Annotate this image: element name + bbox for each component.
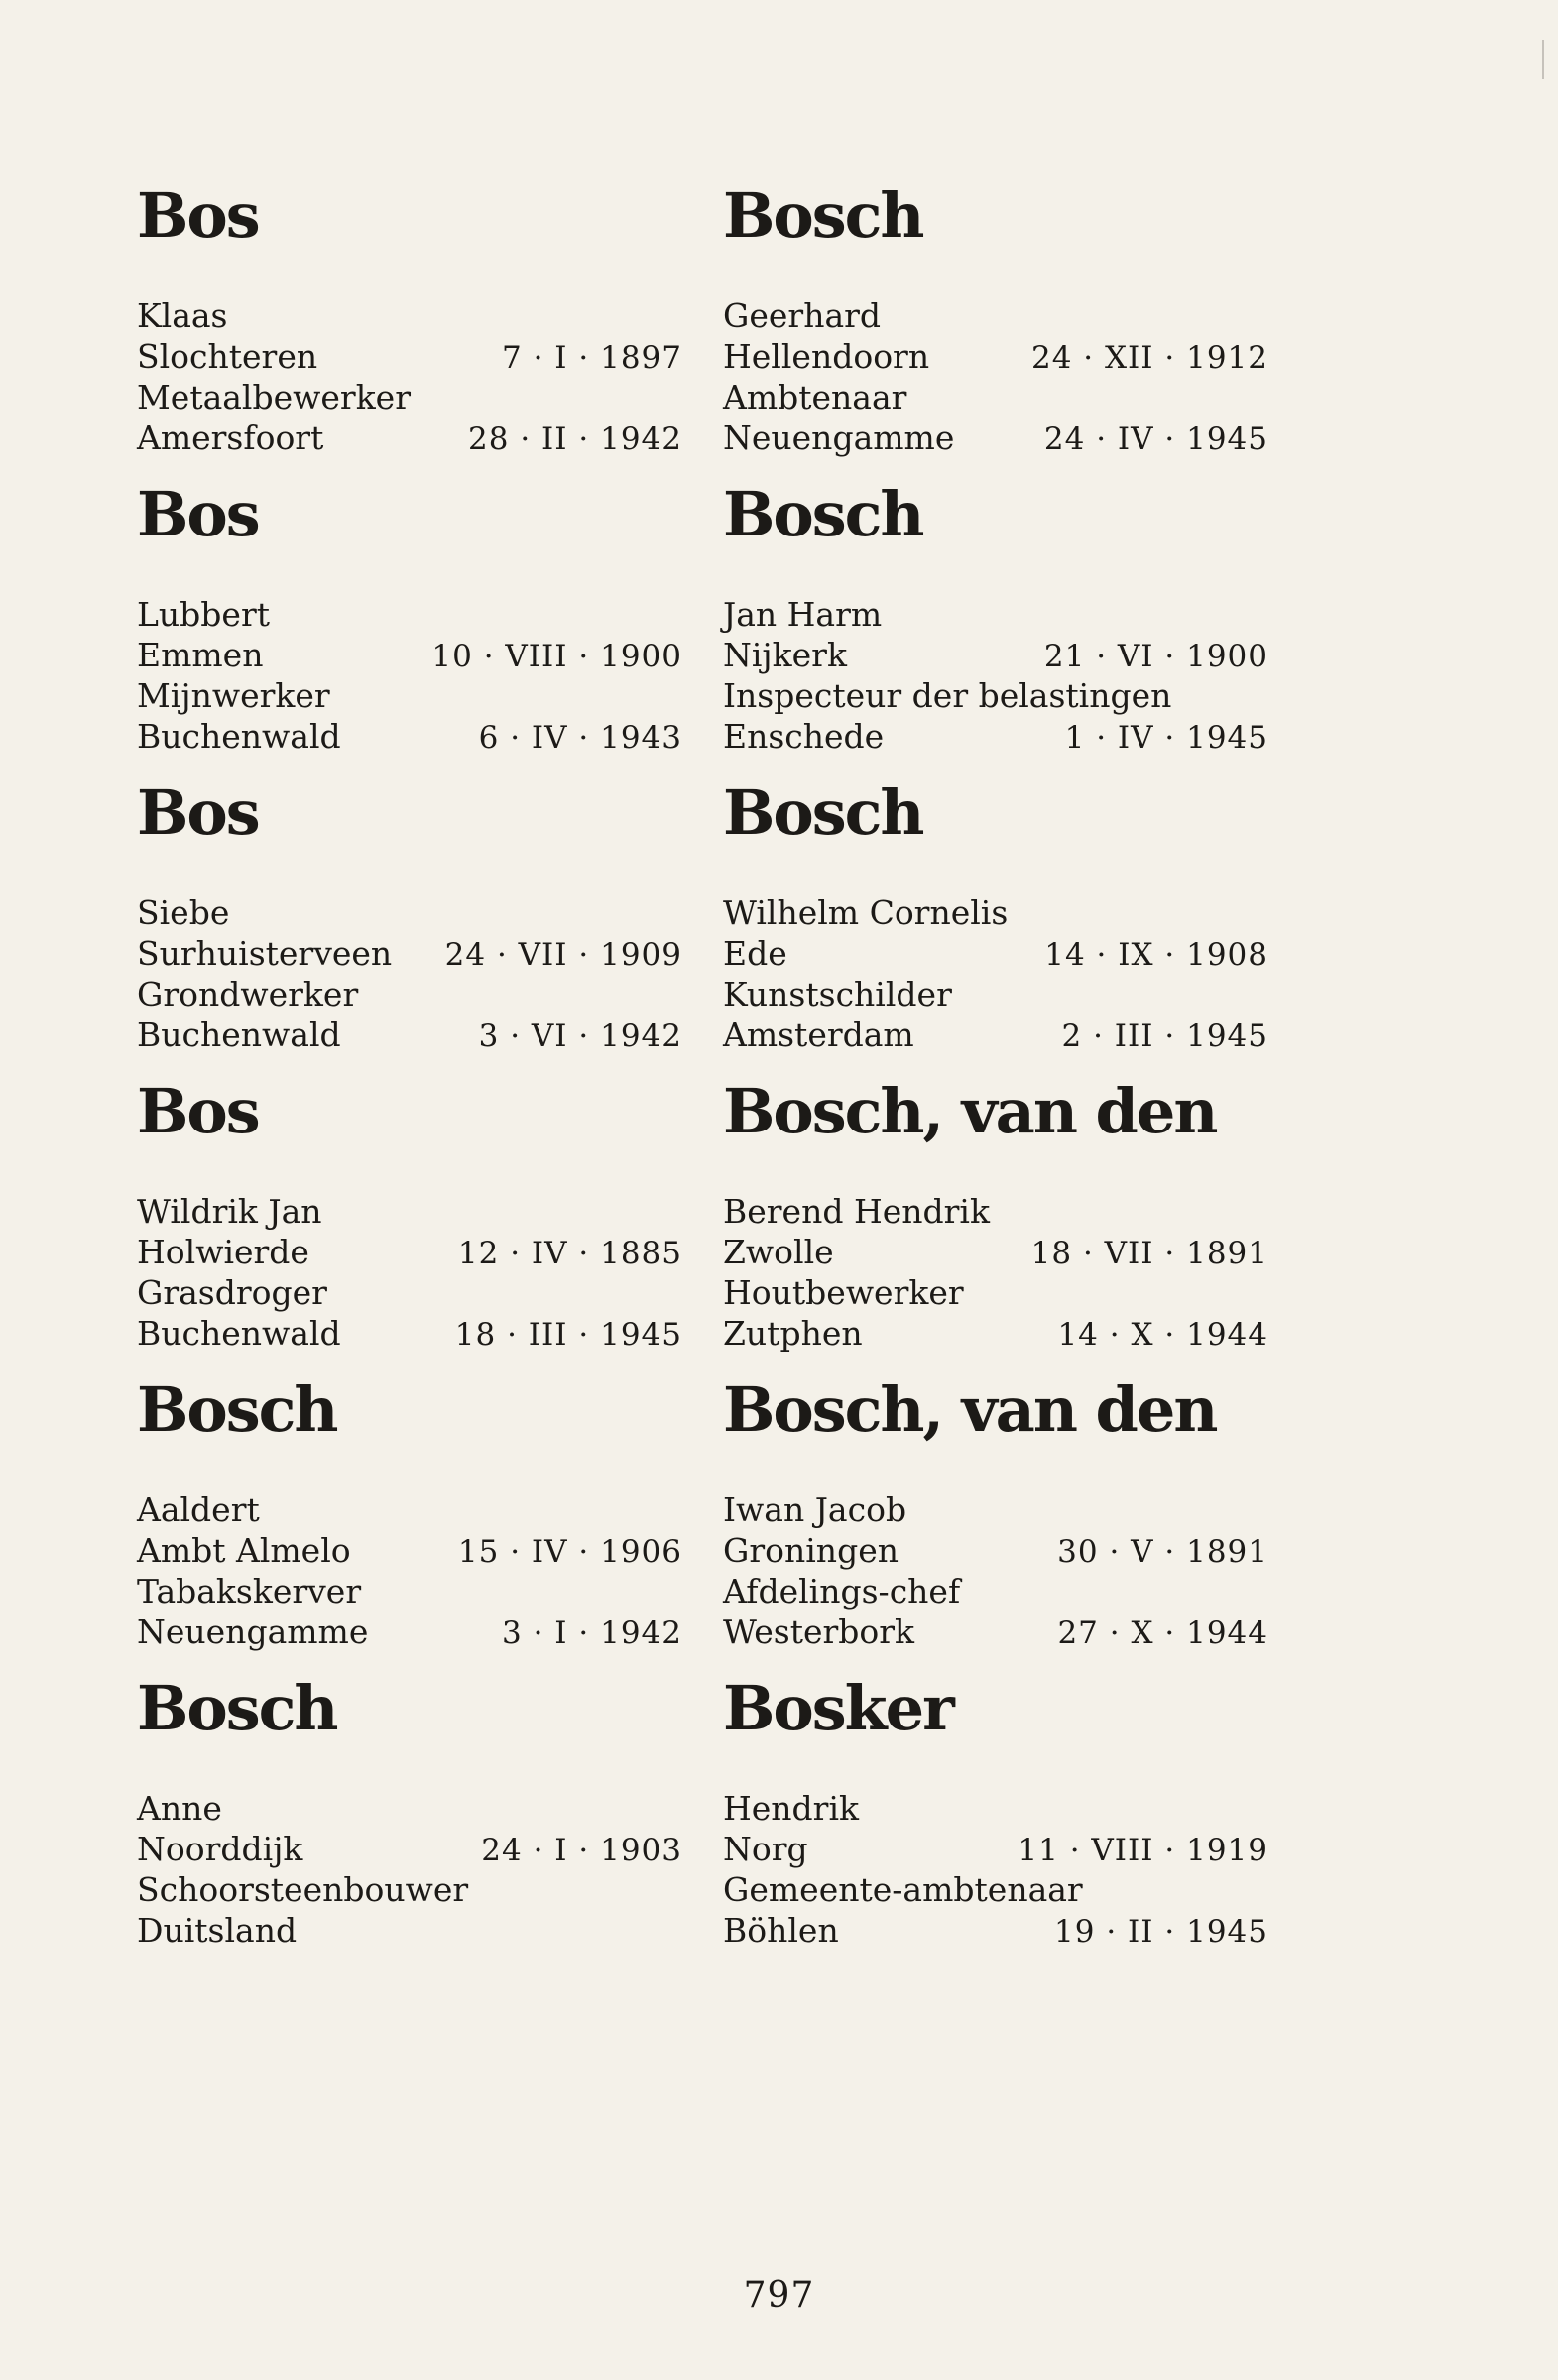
birthplace: Ede xyxy=(723,934,787,973)
first-names: Iwan Jacob xyxy=(723,1490,907,1529)
surname-heading: Bosch, van den xyxy=(723,1075,1217,1147)
birth-date: 7 · I · 1897 xyxy=(502,340,682,376)
first-names: Jan Harm xyxy=(723,595,883,634)
name-entry xyxy=(137,1372,682,1671)
place-of-death: Westerbork xyxy=(723,1612,915,1651)
place-of-death: Buchenwald xyxy=(137,717,341,756)
place-of-death: Zutphen xyxy=(723,1314,863,1353)
death-date: 3 · I · 1942 xyxy=(502,1615,682,1651)
name-entry xyxy=(137,178,682,477)
left-column xyxy=(137,178,682,1969)
name-entry xyxy=(137,477,682,775)
surname-heading: Bos xyxy=(137,776,259,849)
first-names: Klaas xyxy=(137,297,228,335)
place-of-death: Neuengamme xyxy=(723,418,955,457)
first-names: Wildrik Jan xyxy=(137,1192,322,1231)
name-entry xyxy=(723,1372,1268,1671)
first-names: Wilhelm Cornelis xyxy=(723,893,1009,932)
occupation: Grasdroger xyxy=(137,1273,327,1312)
first-names: Anne xyxy=(137,1789,222,1828)
death-date: 3 · VI · 1942 xyxy=(478,1018,682,1054)
first-names: Lubbert xyxy=(137,595,270,634)
occupation: Mijnwerker xyxy=(137,676,330,715)
birth-date: 18 · VII · 1891 xyxy=(1030,1236,1268,1271)
place-of-death: Amersfoort xyxy=(137,418,324,457)
surname-heading: Bos xyxy=(137,1075,259,1147)
occupation: Gemeente-ambtenaar xyxy=(723,1870,1083,1909)
surname-heading: Bosch xyxy=(723,179,923,252)
birthplace: Groningen xyxy=(723,1531,899,1570)
occupation: Metaalbewerker xyxy=(137,378,411,416)
death-date: 27 · X · 1944 xyxy=(1057,1615,1268,1651)
birth-date: 24 · XII · 1912 xyxy=(1030,340,1268,376)
birthplace: Hellendoorn xyxy=(723,337,930,376)
name-entry xyxy=(723,178,1268,477)
birth-date: 30 · V · 1891 xyxy=(1057,1534,1268,1570)
place-of-death: Buchenwald xyxy=(137,1314,341,1353)
name-entry xyxy=(723,1074,1268,1372)
first-names: Aaldert xyxy=(137,1490,260,1529)
right-column xyxy=(723,178,1268,1969)
death-date: 1 · IV · 1945 xyxy=(1064,720,1268,756)
death-date: 14 · X · 1944 xyxy=(1057,1317,1268,1353)
death-date: 2 · III · 1945 xyxy=(1061,1018,1268,1054)
birthplace: Slochteren xyxy=(137,337,318,376)
name-entry xyxy=(137,1074,682,1372)
birth-date: 14 · IX · 1908 xyxy=(1044,937,1268,973)
occupation: Inspecteur der belastingen xyxy=(723,676,1172,715)
birth-date: 24 · VII · 1909 xyxy=(444,937,682,973)
birth-date: 15 · IV · 1906 xyxy=(457,1534,682,1570)
birthplace: Zwolle xyxy=(723,1233,834,1271)
occupation: Ambtenaar xyxy=(723,378,907,416)
birthplace: Surhuisterveen xyxy=(137,934,393,973)
death-date: 19 · II · 1945 xyxy=(1054,1914,1268,1950)
place-of-death: Buchenwald xyxy=(137,1015,341,1054)
name-entry xyxy=(723,775,1268,1074)
death-date: 18 · III · 1945 xyxy=(454,1317,682,1353)
occupation: Kunstschilder xyxy=(723,975,952,1013)
surname-heading: Bosch xyxy=(723,776,923,849)
place-of-death: Enschede xyxy=(723,717,885,756)
death-date: 28 · II · 1942 xyxy=(468,421,682,457)
birth-date: 11 · VIII · 1919 xyxy=(1018,1833,1268,1868)
occupation: Afdelings-chef xyxy=(723,1572,961,1610)
birth-date: 21 · VI · 1900 xyxy=(1043,639,1268,674)
occupation: Grondwerker xyxy=(137,975,359,1013)
birthplace: Holwierde xyxy=(137,1233,309,1271)
first-names: Siebe xyxy=(137,893,230,932)
birthplace: Ambt Almelo xyxy=(137,1531,351,1570)
name-entry xyxy=(137,1671,682,1969)
first-names: Hendrik xyxy=(723,1789,860,1828)
name-entry xyxy=(723,1671,1268,1969)
name-entry xyxy=(137,775,682,1074)
name-entry xyxy=(723,477,1268,775)
occupation: Houtbewerker xyxy=(723,1273,964,1312)
place-of-death: Amsterdam xyxy=(723,1015,914,1054)
surname-heading: Bosch xyxy=(137,1373,337,1446)
death-date: 24 · IV · 1945 xyxy=(1043,421,1268,457)
surname-heading: Bosch xyxy=(723,478,923,550)
surname-heading: Bos xyxy=(137,179,259,252)
birthplace: Nijkerk xyxy=(723,636,847,674)
place-of-death: Böhlen xyxy=(723,1911,839,1950)
birth-date: 12 · IV · 1885 xyxy=(457,1236,682,1271)
surname-heading: Bosch, van den xyxy=(723,1373,1217,1446)
birthplace: Norg xyxy=(723,1830,808,1868)
birth-date: 24 · I · 1903 xyxy=(481,1833,682,1868)
surname-heading: Bosch xyxy=(137,1672,337,1744)
occupation: Schoorsteenbouwer xyxy=(137,1870,469,1909)
death-date: 6 · IV · 1943 xyxy=(478,720,682,756)
birthplace: Noorddijk xyxy=(137,1830,303,1868)
place-of-death: Duitsland xyxy=(137,1911,298,1950)
first-names: Geerhard xyxy=(723,297,882,335)
surname-heading: Bos xyxy=(137,478,259,550)
occupation: Tabakskerver xyxy=(137,1572,362,1610)
place-of-death: Neuengamme xyxy=(137,1612,369,1651)
first-names: Berend Hendrik xyxy=(723,1192,990,1231)
page-edge-mark xyxy=(1542,40,1544,79)
surname-heading: Bosker xyxy=(723,1672,953,1744)
birthplace: Emmen xyxy=(137,636,264,674)
page-number: 797 xyxy=(743,2275,815,2316)
birth-date: 10 · VIII · 1900 xyxy=(431,639,682,674)
